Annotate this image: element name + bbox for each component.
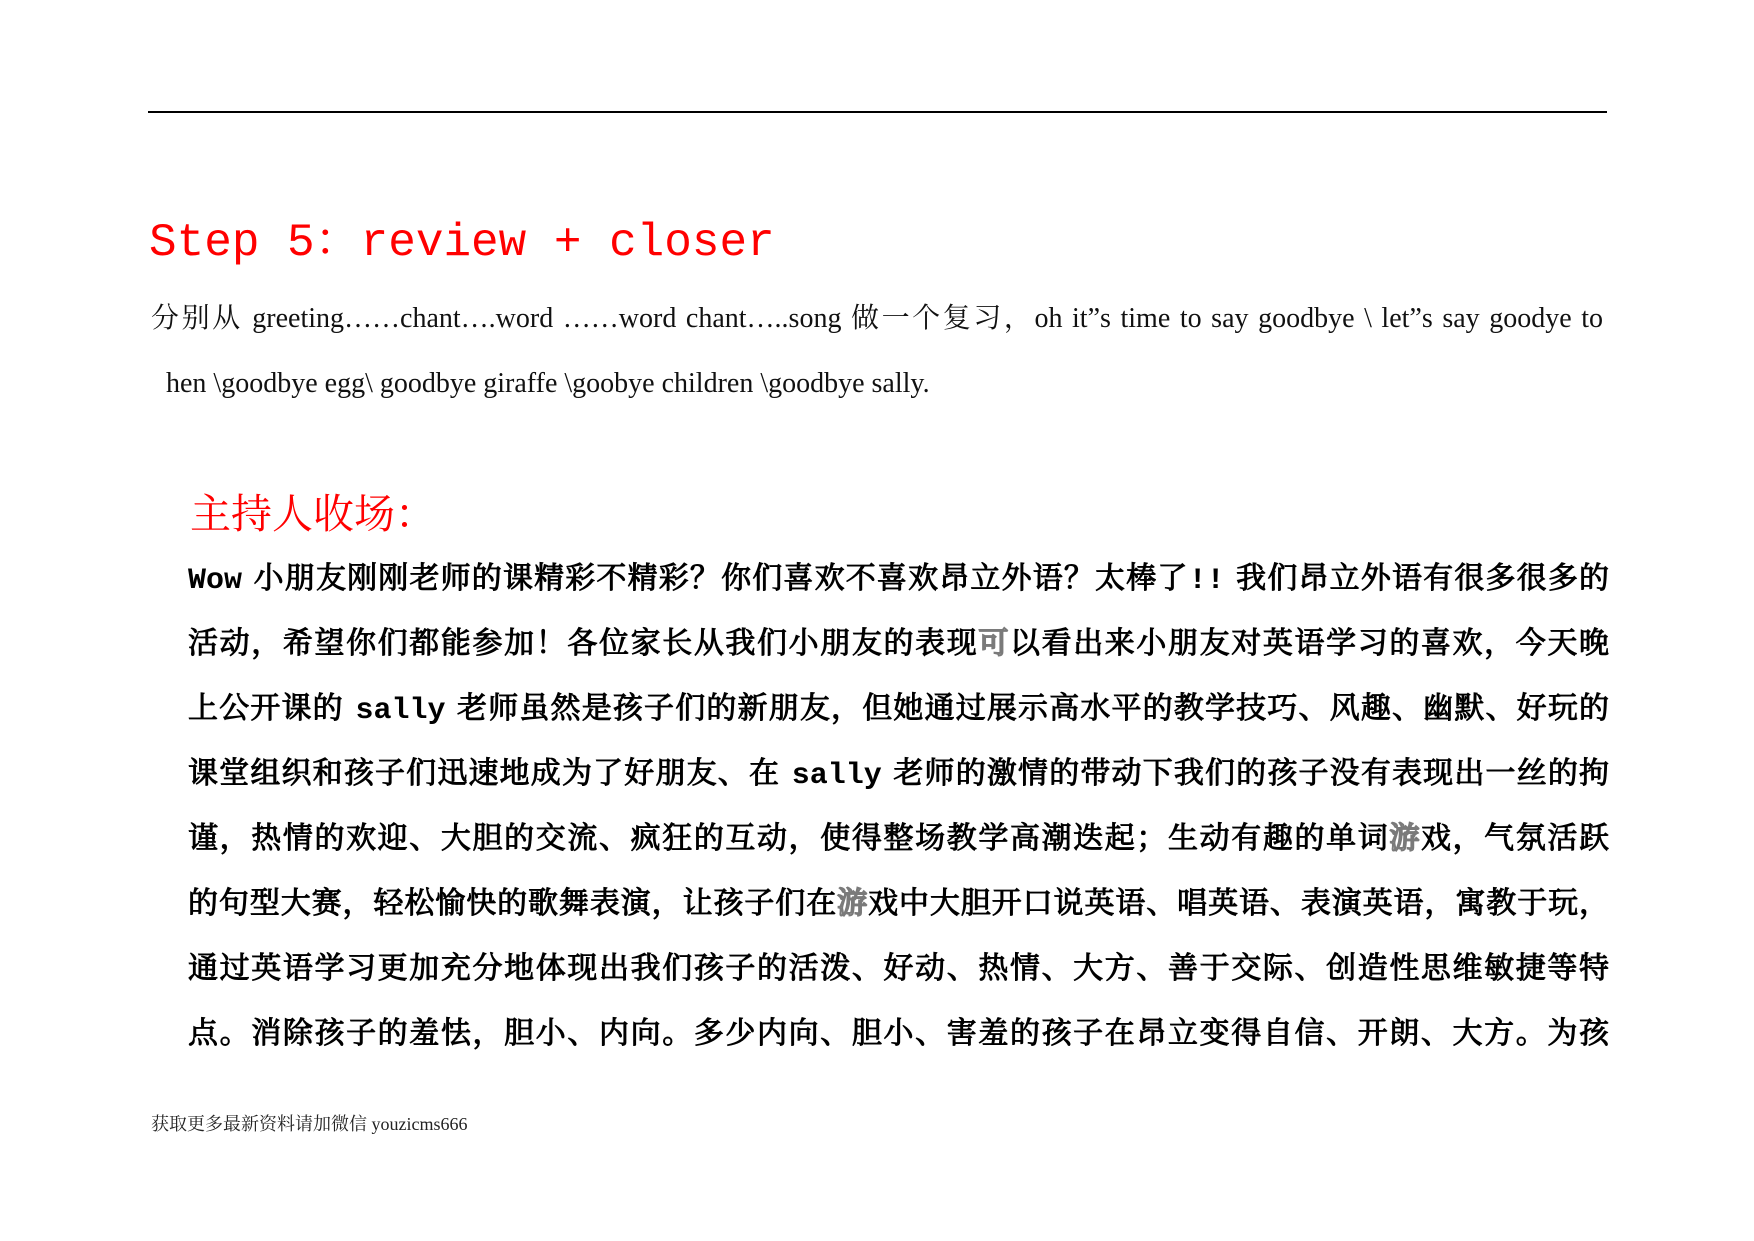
paragraph-line xyxy=(188,676,1609,741)
text-run: 的句型大赛，轻松愉快的歌舞表演，让孩子们在 xyxy=(188,886,838,921)
footer-note: 获取更多最新资料请加微信 youzicms666 xyxy=(151,1114,468,1134)
text-run: 谨，热情的欢迎、大胆的交流、疯狂的互动，使得整场教学高潮迭起；生动有趣的单词 xyxy=(188,821,1390,856)
text-run: 我们昂立外语有很多很多的 xyxy=(1224,561,1609,596)
review-paragraph xyxy=(151,305,1603,435)
text-run: 老师的激情的带动下我们的孩子没有表现出一丝的拘 xyxy=(881,756,1609,791)
review-line: hen \goodbye egg\ goodbye giraffe \goobye children \goodbye sally. xyxy=(166,368,930,399)
text-run: 课堂组织和孩子们迅速地成为了好朋友、在 xyxy=(188,756,792,791)
text-run: 活动，希望你们都能参加！各位家长从我们小朋友的表现 xyxy=(188,626,979,661)
host-closing-paragraph xyxy=(188,546,1609,1066)
host-closing-title: 主持人收场： xyxy=(190,491,436,537)
text-run: 老师虽然是孩子们的新朋友，但她通过展示高水平的教学技巧、风趣、幽默、好玩的 xyxy=(445,691,1609,726)
text-run: 以看出来小朋友对英语学习的喜欢，今天晚 xyxy=(1009,626,1610,661)
paragraph-line xyxy=(188,1001,1609,1066)
latin-word: sally xyxy=(791,759,882,793)
text-run: 戏，气氛活跃 xyxy=(1420,821,1610,856)
paragraph-line xyxy=(188,806,1609,871)
paragraph-line xyxy=(188,741,1609,806)
review-line: 分别从 greeting……chant….word ……word chant…..song 做一个复习，oh it”s time to say goodbye \ let”s say goodye to xyxy=(151,303,1603,334)
latin-word: sally xyxy=(355,694,446,728)
paragraph-line xyxy=(188,546,1609,611)
text-run: 上公开课的 xyxy=(188,691,356,726)
text-run: 戏中大胆开口说英语、唱英语、表演英语，寓教于玩， xyxy=(868,886,1610,921)
paragraph-line xyxy=(188,611,1609,676)
outlined-char: 游 xyxy=(837,886,869,921)
text-run: 小朋友刚刚老师的课精彩不精彩？你们喜欢不喜欢昂立外语？太棒了 xyxy=(242,561,1189,596)
exclamation-marks: !! xyxy=(1188,564,1225,598)
text-run: 通过英语学习更加充分地体现出我们孩子的活泼、好动、热情、大方、善于交际、创造性思维敏捷等特 xyxy=(188,951,1609,986)
paragraph-line xyxy=(188,936,1609,1001)
outlined-char: 可 xyxy=(978,626,1010,661)
header-rule xyxy=(148,111,1607,113)
step-heading: Step 5：review + closer xyxy=(149,217,775,269)
text-run: 点。消除孩子的羞怯，胆小、内向。多少内向、胆小、害羞的孩子在昂立变得自信、开朗、大方。为孩 xyxy=(188,1016,1609,1051)
outlined-char: 游 xyxy=(1389,821,1421,856)
paragraph-line xyxy=(188,871,1609,936)
latin-word: Wow xyxy=(188,564,243,598)
